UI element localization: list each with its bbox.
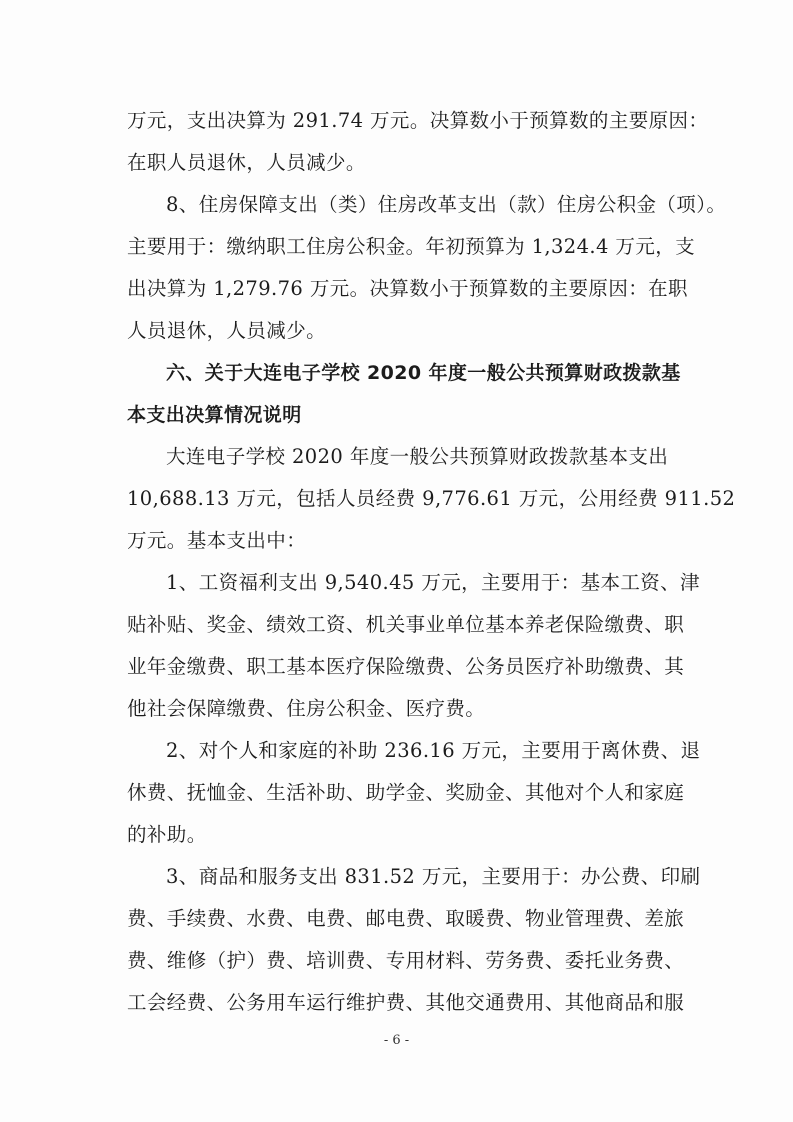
text-line: 3、商品和服务支出 831.52 万元，主要用于：办公费、印刷	[166, 865, 701, 888]
body-text	[127, 100, 736, 1024]
page-number: - 6 -	[383, 1033, 410, 1048]
text-line: 8、住房保障支出（类）住房改革支出（款）住房公积金（项）。	[166, 193, 727, 216]
text-line: 贴补贴、奖金、绩效工资、机关事业单位基本养老保险缴费、职	[127, 613, 685, 636]
text-line: 主要用于：缴纳职工住房公积金。年初预算为 1,324.4 万元，支	[127, 235, 696, 258]
text-line: 费、手续费、水费、电费、邮电费、取暖费、物业管理费、差旅	[127, 907, 685, 930]
text-line: 万元。基本支出中：	[127, 529, 307, 552]
text-line: 1、工资福利支出 9,540.45 万元，主要用于：基本工资、津	[166, 571, 700, 594]
text-line: 他社会保障缴费、住房公积金、医疗费。	[127, 697, 486, 720]
text-line: 人员退休，人员减少。	[127, 319, 327, 342]
text-line: 万元，支出决算为 291.74 万元。决算数小于预算数的主要原因：	[127, 109, 709, 132]
text-line: 在职人员退休，人员减少。	[127, 151, 366, 174]
text-line: 10,688.13 万元，包括人员经费 9,776.61 万元，公用经费 911.52	[127, 487, 736, 510]
text-line: 业年金缴费、职工基本医疗保险缴费、公务员医疗补助缴费、其	[127, 655, 685, 678]
section-heading: 本支出决算情况说明	[127, 404, 302, 426]
text-line: 工会经费、公务用车运行维护费、其他交通费用、其他商品和服	[127, 991, 685, 1014]
text-line: 大连电子学校 2020 年度一般公共预算财政拨款基本支出	[166, 445, 669, 468]
section-heading: 六、关于大连电子学校 2020 年度一般公共预算财政拨款基	[166, 362, 681, 384]
text-line: 的补助。	[127, 823, 207, 846]
text-line: 出决算为 1,279.76 万元。决算数小于预算数的主要原因：在职	[127, 277, 688, 300]
text-line: 2、对个人和家庭的补助 236.16 万元，主要用于离休费、退	[166, 739, 701, 762]
text-line: 费、维修（护）费、培训费、专用材料、劳务费、委托业务费、	[127, 949, 685, 972]
text-line: 休费、抚恤金、生活补助、助学金、奖励金、其他对个人和家庭	[127, 781, 685, 804]
